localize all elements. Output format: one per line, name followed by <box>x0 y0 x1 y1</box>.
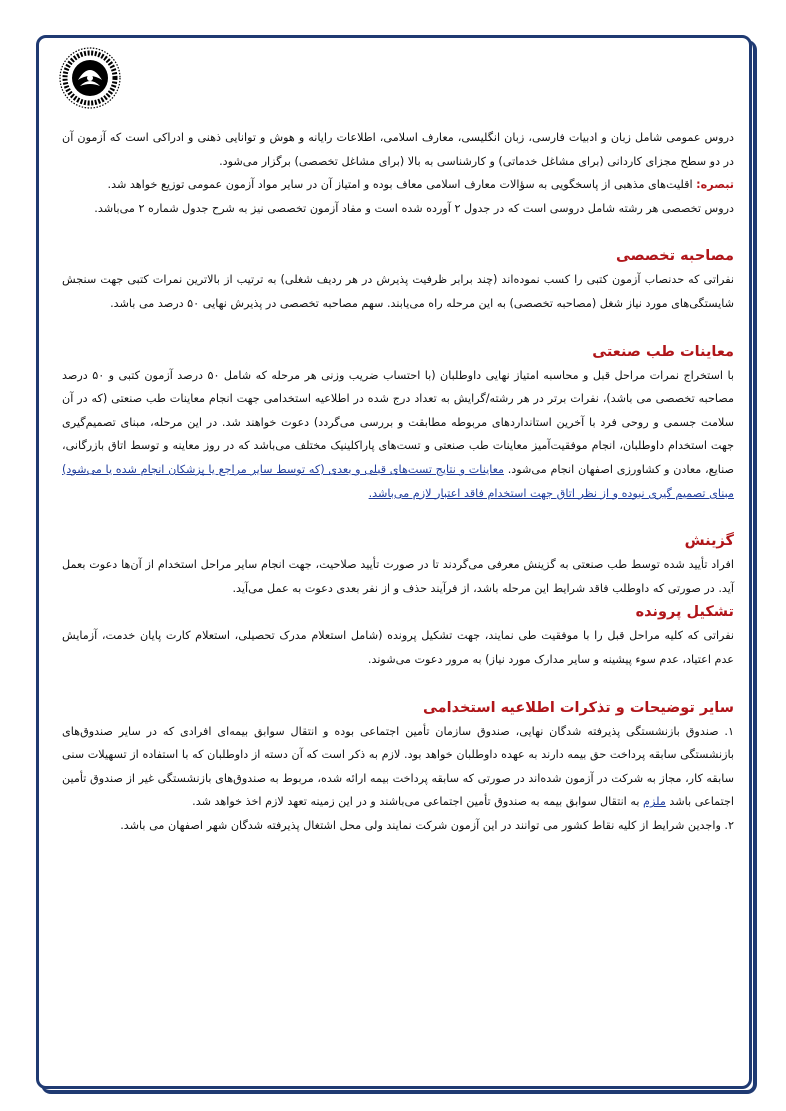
medical-paragraph <box>62 364 734 506</box>
medical-validity-link[interactable]: معاینات و نتایج تست‌های قبلی و بعدی (که توسط سایر مراجع یا پزشکان انجام شده یا می‌شود) مبنای تصمیم گیری نبوده و از نظر اتاق جهت استخدام فاقد اعتبار لازم می‌باشد. <box>62 462 734 500</box>
note-label: تبصره: <box>696 178 734 192</box>
other-item-1-text-after: به انتقال سوابق بیمه به صندوق تأمین اجتماعی می‌باشند و در این زمینه تعهد لازم اخذ خواهد شد. <box>192 795 644 809</box>
specialized-courses-paragraph: دروس تخصصی هر رشته شامل دروسی است که در جدول ۲ آورده شده است و مفاد آزمون تخصصی نیز به شرح جدول شماره ۲ می‌باشد. <box>94 201 734 215</box>
interview-heading: مصاحبه تخصصی <box>615 248 734 265</box>
medical-text: با استخراج نمرات مراحل قبل و محاسبه امتیاز نهایی داوطلبان (با احتساب ضریب وزنی هر مرحله که شامل ۵۰ درصد آزمون کتبی و ۵۰ درصد مصاحبه تخصصی می باشد)، نفرات برتر در هر رشته/گرایش به تعداد درج شده در اطلاعیه استخدامی جهت انجام معاینات طب صنعتی (که در آن سلامت جسمی و روحی فرد با آخرین استانداردهای مربوطه مطابقت و بررسی می‌گردد) دعوت خواهند شد. در این مرحله، مبنای تصمیم‌گیری جهت استخدام داوطلبان، انجام موفقیت‌آمیز معاینات طب صنعتی و تست‌های پاراکلینیک مختلف می‌باشد که در روز معاینه و توسط اتاق بازرگانی، صنایع، معادن و کشاورزی اصفهان انجام می‌شود. <box>62 368 734 476</box>
interview-paragraph: نفراتی که حدنصاب آزمون کتبی را کسب نموده‌اند (چند برابر ظرفیت پذیرش در هر ردیف شغلی) به ترتیب از بالاترین نمرات کتبی جهت سنجش شایستگی‌های مورد نیاز شغل (مصاحبه تخصصی) به این مرحله راه می‌یابند. سهم مصاحبه تخصصی در پذیرش نهایی ۵۰ درصد می باشد. <box>62 273 734 310</box>
medical-heading: معاینات طب صنعتی <box>592 343 734 360</box>
general-courses-paragraph: دروس عمومی شامل زبان و ادبیات فارسی، زبان انگلیسی، معارف اسلامی، اطلاعات رایانه و هوش و توانایی ذهنی و ادراکی است که آزمون آن در دو سطح مجزای کاردانی (برای مشاغل خدماتی) و کارشناسی به بالا (برای مشاغل تخصصی) برگزار می‌شود. <box>62 131 734 168</box>
file-heading: تشکیل پرونده <box>635 604 734 621</box>
selection-paragraph: افراد تأیید شده توسط طب صنعتی به گزینش معرفی می‌گردند تا در صورت تأیید صلاحیت، جهت انجام سایر مراحل استخدام از آن‌ها دعوت بعمل آید. در صورتی که داوطلب فاقد شرایط این مرحله باشد، از فرآیند حذف و از نفر بعدی دعوت به عمل می‌آید. <box>62 558 734 595</box>
selection-heading: گزینش <box>684 533 734 550</box>
other-item-1-text-before: ۱. صندوق بازنشستگی پذیرفته شدگان نهایی، صندوق سازمان تأمین اجتماعی بوده و انتقال سوابق بیمه‌ای افرادی که در سایر صندوق‌های بازنشستگی سابقه پرداخت حق بیمه دارند به عهده داوطلبان خواهد بود. لازم به ذکر است که آن دسته از داوطلبان که با استفاده از تسهیلات سنی سابقه کار، مجاز به شرکت در آزمون شده‌اند در صورتی که سابقه پرداخت بیمه ارائه شده، مربوط به صندوق‌های بازنشستگی غیر از صندوق تأمین اجتماعی باشد <box>62 724 734 809</box>
organization-emblem-icon <box>58 46 122 110</box>
other-item-1-link[interactable]: ملزم <box>643 795 666 809</box>
other-item-1 <box>62 720 734 814</box>
other-item-2: ۲. واجدین شرایط از کلیه نقاط کشور می توانند در این آزمون شرکت نمایند ولی محل اشتغال پذیرفته شدگان شهر اصفهان می باشد. <box>120 818 734 832</box>
other-notes-heading: سایر توضیحات و تذکرات اطلاعیه استخدامی <box>422 699 734 716</box>
document-body <box>62 126 734 837</box>
note-text: اقلیت‌های مذهبی از پاسخگویی به سؤالات معارف اسلامی معاف بوده و امتیاز آن در سایر مواد آزمون عمومی توزیع خواهد شد. <box>107 178 697 192</box>
note-paragraph <box>62 173 734 197</box>
file-paragraph: نفراتی که کلیه مراحل قبل را با موفقیت طی نمایند، جهت تشکیل پرونده (شامل استعلام مدرک تحصیلی، استعلام کارت پایان خدمت، آزمایش عدم اعتیاد، عدم سوء پیشینه و سایر مدارک مورد نیاز) به مرور دعوت می‌شوند. <box>62 629 734 666</box>
